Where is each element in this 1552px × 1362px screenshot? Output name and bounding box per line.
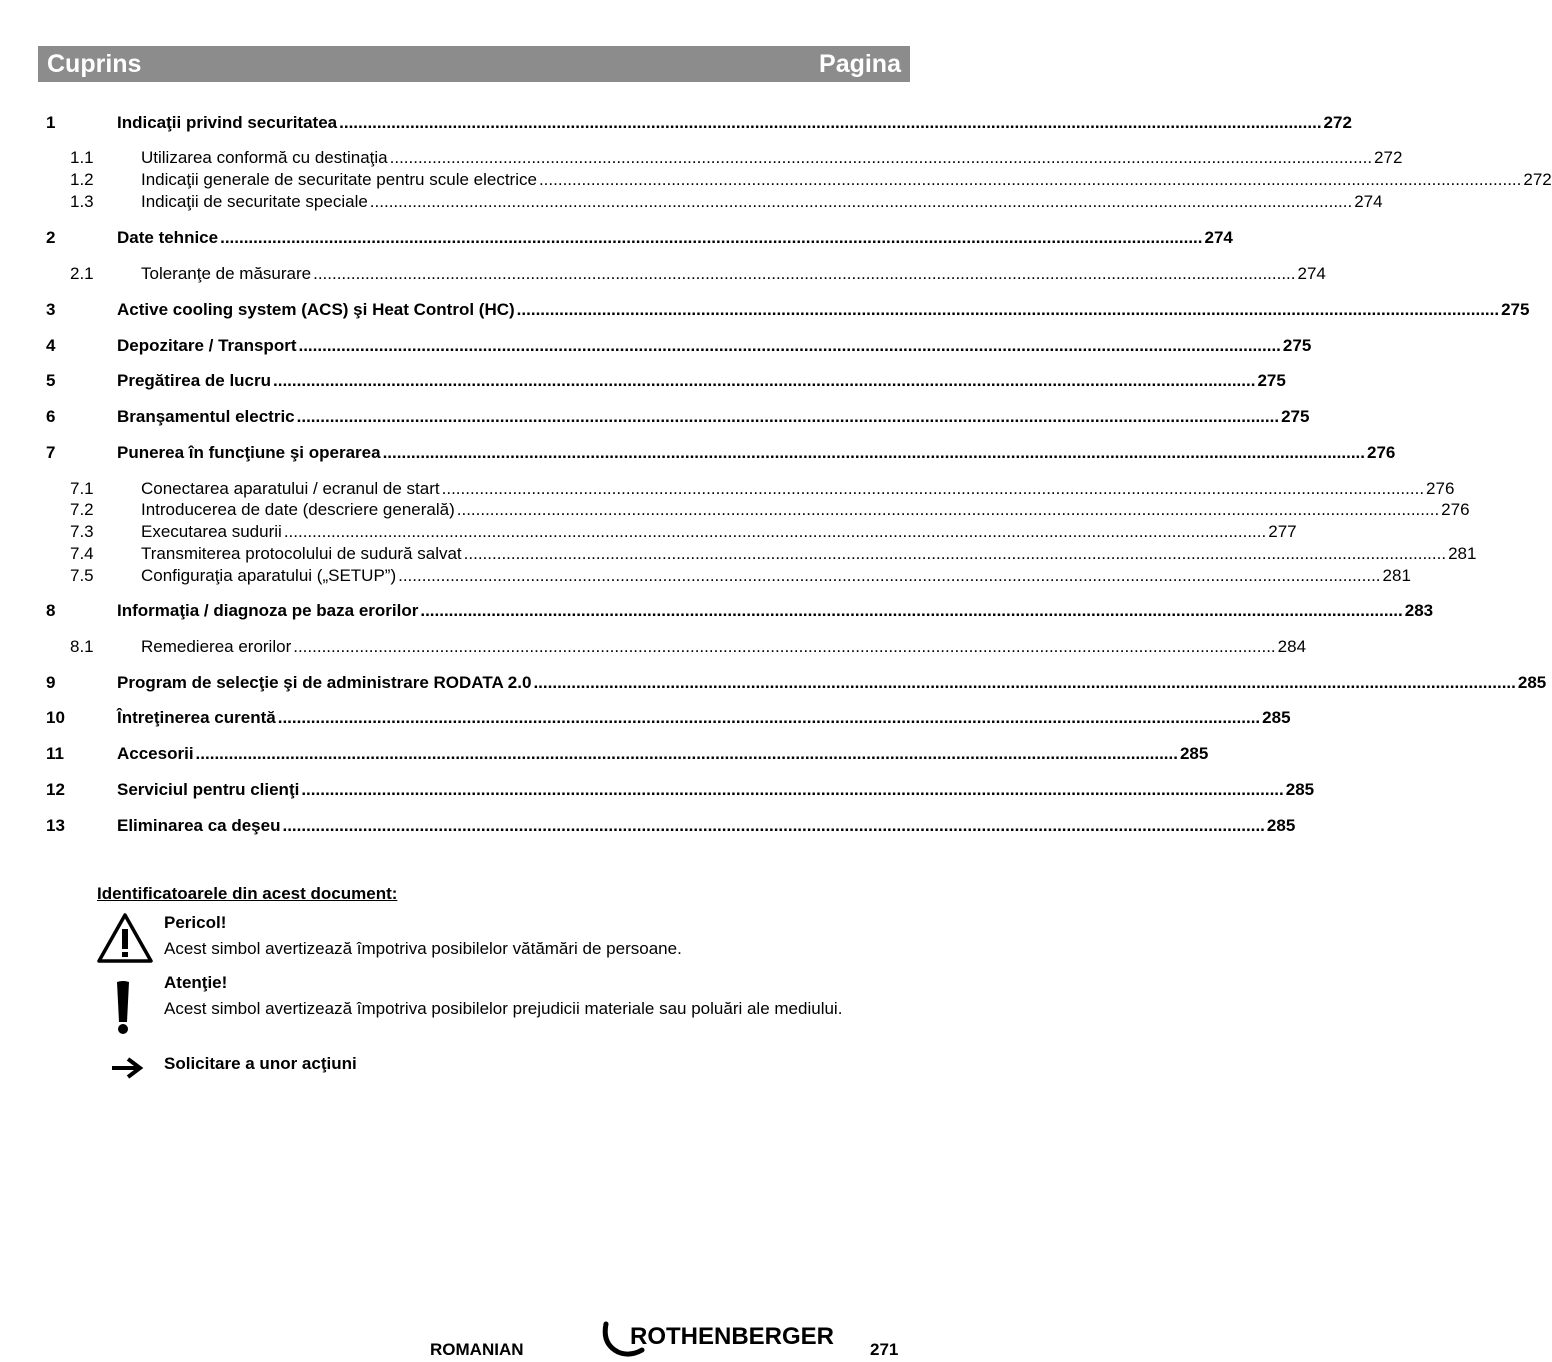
toc-entry[interactable]: [46, 370, 1286, 392]
rothenberger-logo: [600, 1320, 855, 1360]
toc-entry-number: 13: [46, 816, 65, 835]
toc-entry[interactable]: [46, 743, 1209, 765]
toc-entry-leader-dots: [517, 299, 1499, 321]
toc-entry[interactable]: [46, 169, 1552, 191]
toc-entry-title: Pregătirea de lucru: [117, 371, 272, 390]
toc-header-title: Cuprins: [47, 49, 142, 78]
toc-entry-page: 276: [1441, 500, 1470, 519]
legend-caution-heading: Atenţie!: [164, 973, 228, 992]
toc-entry-number: 2.1: [70, 264, 94, 283]
toc-entry-leader-dots: [398, 565, 1380, 587]
toc-entry-title: Indicaţii de securitate speciale: [141, 192, 368, 211]
toc-entry-title: Depozitare / Transport: [117, 336, 297, 355]
legend-title: Identificatoarele din acest document:: [97, 884, 398, 903]
toc-entry-leader-dots: [284, 521, 1266, 543]
toc-entry[interactable]: [46, 707, 1291, 729]
toc-entry[interactable]: [46, 478, 1455, 500]
toc-entry[interactable]: [46, 672, 1547, 694]
footer-brand: ROTHENBERGER: [630, 1323, 835, 1350]
toc-entry-leader-dots: [220, 227, 1202, 249]
toc-entry[interactable]: [46, 112, 1352, 134]
toc-entry-page: 275: [1281, 407, 1310, 426]
toc-entry-page: 277: [1268, 522, 1297, 541]
toc-entry-page: 285: [1285, 780, 1315, 799]
toc-entry-number: 7.3: [70, 522, 94, 541]
toc-entry-title: Configuraţia aparatului („SETUP”): [141, 566, 397, 585]
toc-entry-leader-dots: [297, 406, 1279, 428]
toc-entry-title: Accesorii: [117, 744, 194, 763]
toc-entry-page: 281: [1382, 566, 1411, 585]
toc-header-bar: [38, 46, 910, 82]
toc-entry-page: 285: [1179, 744, 1209, 763]
toc-entry-page: 285: [1517, 673, 1547, 692]
toc-entry-title: Branşamentul electric: [117, 407, 295, 426]
toc-entry-page: 275: [1501, 300, 1530, 319]
toc-entry-number: 12: [46, 780, 65, 799]
toc-entry-title: Program de selecţie şi de administrare RODATA 2.0: [117, 673, 532, 692]
toc-entry-title: Introducerea de date (descriere generală): [141, 500, 455, 519]
toc-entry[interactable]: [46, 521, 1297, 543]
toc-entry[interactable]: [46, 147, 1403, 169]
toc-entry-number: 8.1: [70, 637, 94, 656]
toc-header-page-label: Pagina: [819, 49, 901, 78]
toc-entry-leader-dots: [464, 543, 1446, 565]
warning-triangle-icon: [96, 912, 154, 964]
toc-entry-number: 7: [46, 443, 56, 462]
toc-entry[interactable]: [46, 227, 1233, 249]
toc-entry-leader-dots: [370, 191, 1352, 213]
toc-entry-title: Serviciul pentru clienţi: [117, 780, 300, 799]
toc-entry-title: Transmiterea protocolului de sudură salvat: [141, 544, 462, 563]
toc-entry-number: 1.2: [70, 170, 94, 189]
toc-entry-page: 284: [1277, 637, 1307, 656]
toc-entry-leader-dots: [390, 147, 1372, 169]
toc-entry-title: Active cooling system (ACS) şi Heat Control (HC): [117, 300, 515, 319]
toc-entry-title: Date tehnice: [117, 228, 219, 247]
legend-danger-heading: Pericol!: [164, 913, 227, 932]
toc-entry-leader-dots: [420, 600, 1402, 622]
footer-language: ROMANIAN: [430, 1340, 524, 1359]
toc-entry-leader-dots: [339, 112, 1321, 134]
toc-entry-number: 6: [46, 407, 56, 426]
toc-entry-leader-dots: [278, 707, 1260, 729]
toc-entry-number: 1.1: [70, 148, 94, 167]
toc-entry-page: 276: [1426, 479, 1455, 498]
toc-entry-page: 283: [1404, 601, 1434, 620]
toc-entry-page: 285: [1266, 816, 1296, 835]
toc-entry-title: Executarea sudurii: [141, 522, 282, 541]
toc-entry[interactable]: [46, 299, 1530, 321]
toc-entry[interactable]: [46, 191, 1383, 213]
footer-page-number: 271: [870, 1340, 899, 1359]
toc-entry-leader-dots: [313, 263, 1295, 285]
toc-entry[interactable]: [46, 565, 1411, 587]
toc-entry[interactable]: [46, 263, 1326, 285]
toc-entry-number: 10: [46, 708, 65, 727]
toc-entry[interactable]: [46, 815, 1296, 837]
toc-entry-page: 272: [1323, 113, 1352, 132]
toc-entry-title: Toleranţe de măsurare: [141, 264, 312, 283]
toc-entry-number: 2: [46, 228, 56, 247]
toc-entry-page: 274: [1354, 192, 1383, 211]
toc-entry-number: 3: [46, 300, 56, 319]
toc-entry-title: Întreţinerea curentă: [117, 708, 276, 727]
toc-entry-page: 275: [1282, 336, 1312, 355]
toc-entry-title: Punerea în funcţiune şi operarea: [117, 443, 381, 462]
toc-entry-title: Indicaţii privind securitatea: [117, 113, 338, 132]
toc-entry-number: 8: [46, 601, 56, 620]
toc-entry-leader-dots: [273, 370, 1255, 392]
toc-entry-page: 275: [1257, 371, 1286, 390]
toc-entry-number: 11: [46, 744, 64, 763]
exclamation-icon: [96, 972, 154, 1038]
toc-entry-leader-dots: [457, 499, 1439, 521]
toc-entry-title: Indicaţii generale de securitate pentru scule electrice: [141, 170, 537, 189]
toc-entry-number: 9: [46, 673, 56, 692]
toc-entry-title: Conectarea aparatului / ecranul de start: [141, 479, 440, 498]
arrow-right-icon: [110, 1056, 150, 1080]
toc-entry-leader-dots: [196, 743, 1178, 765]
toc-entry-page: 272: [1374, 148, 1403, 167]
toc-entry-leader-dots: [301, 779, 1283, 801]
legend-action-heading: Solicitare a unor acţiuni: [164, 1054, 357, 1073]
toc-entry-number: 1: [46, 113, 56, 132]
toc-entry-page: 274: [1297, 264, 1326, 283]
toc-entry-page: 274: [1204, 228, 1233, 247]
toc-entry-leader-dots: [383, 442, 1365, 464]
toc-entry-leader-dots: [539, 169, 1521, 191]
toc-entry[interactable]: [46, 335, 1312, 357]
toc-entry-number: 5: [46, 371, 56, 390]
toc-entry-title: Informaţia / diagnoza pe baza erorilor: [117, 601, 419, 620]
toc-entry-page: 276: [1367, 443, 1396, 462]
toc-entry-leader-dots: [533, 672, 1515, 694]
toc-entry-page: 281: [1448, 544, 1477, 563]
toc-entry-leader-dots: [442, 478, 1424, 500]
toc-entry[interactable]: [46, 442, 1396, 464]
toc-entry-page: 272: [1523, 170, 1552, 189]
toc-entry-page: 285: [1262, 708, 1291, 727]
toc-entry-leader-dots: [293, 636, 1275, 658]
toc-entry-title: Utilizarea conformă cu destinaţia: [141, 148, 388, 167]
toc-entry[interactable]: [46, 406, 1310, 428]
toc-entry[interactable]: [46, 779, 1315, 801]
toc-entry-number: 7.1: [70, 479, 94, 498]
toc-entry[interactable]: [46, 636, 1307, 658]
toc-entry-leader-dots: [298, 335, 1280, 357]
toc-entry[interactable]: [46, 600, 1434, 622]
legend-caution-text: Acest simbol avertizează împotriva posibilelor prejudicii materiale sau poluări ale mediului.: [164, 999, 843, 1018]
toc-entry[interactable]: [46, 543, 1477, 565]
toc-entry-number: 7.4: [70, 544, 94, 563]
toc-entry-title: Eliminarea ca deşeu: [117, 816, 281, 835]
toc-entry-number: 1.3: [70, 192, 94, 211]
toc-entry-title: Remedierea erorilor: [141, 637, 292, 656]
toc-entry-number: 4: [46, 336, 56, 355]
toc-entry[interactable]: [46, 499, 1470, 521]
legend-danger-text: Acest simbol avertizează împotriva posibilelor vătămări de persoane.: [164, 939, 682, 958]
toc-entry-number: 7.2: [70, 500, 94, 519]
toc-entry-leader-dots: [282, 815, 1264, 837]
toc-entry-number: 7.5: [70, 566, 94, 585]
